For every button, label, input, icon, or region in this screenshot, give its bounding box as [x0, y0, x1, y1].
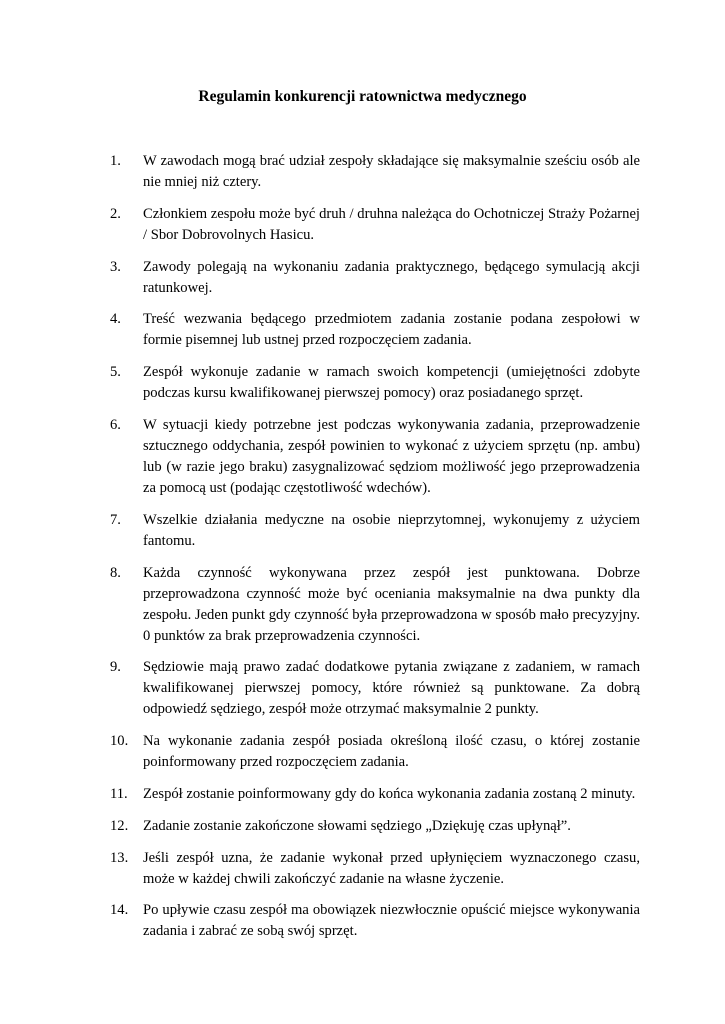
rule-number: 6. [110, 416, 121, 433]
rule-item [110, 816, 640, 837]
rule-item [110, 848, 640, 890]
rule-number: 7. [110, 511, 121, 528]
rule-text: W zawodach mogą brać udział zespoły składające się maksymalnie sześciu osób ale nie mniej niż cztery. [143, 153, 640, 190]
rules-list [110, 151, 640, 953]
rule-text: Na wykonanie zadania zespół posiada określoną ilość czasu, o której zostanie poinformowany przed rozpoczęciem zadania. [143, 733, 640, 771]
rule-number: 5. [110, 364, 121, 381]
rule-number: 1. [110, 153, 121, 169]
rule-text: Wszelkie działania medyczne na osobie nieprzytomnej, wykonujemy z użyciem fantomu. [143, 511, 640, 549]
rule-number: 4. [110, 311, 121, 328]
rule-item [110, 784, 640, 805]
rule-item [110, 510, 640, 552]
rule-number: 11. [110, 785, 128, 802]
rule-item [110, 257, 640, 299]
rule-item [110, 309, 640, 351]
rule-item [110, 900, 640, 942]
rule-text: Jeśli zespół uzna, że zadanie wykonał przed upłynięciem wyznaczonego czasu, może w każdej chwili zakończyć zadanie na własne życzenie. [143, 849, 640, 887]
document-title: Regulamin konkurencji ratownictwa medycznego [198, 88, 527, 105]
rule-number: 2. [110, 205, 121, 222]
rule-text: Zespół wykonuje zadanie w ramach swoich kompetencji (umiejętności zdobyte podczas kursu kwalifikowanej pierwszej pomocy) oraz posiadanego sprzęt. [143, 364, 640, 402]
rule-number: 3. [110, 258, 121, 275]
rule-number: 13. [110, 849, 129, 866]
rule-text: Zespół zostanie poinformowany gdy do końca wykonania zadania zostaną 2 minuty. [143, 785, 636, 802]
rule-text: Zawody polegają na wykonaniu zadania praktycznego, będącego symulacją akcji ratunkowej. [143, 258, 640, 296]
rule-item [110, 151, 640, 193]
rule-text: Każda czynność wykonywana przez zespół jest punktowana. Dobrze przeprowadzona czynność może być oceniania maksymalnie na dwa punkty dla zespołu. Jeden punkt gdy czynność była przeprowadzona w sposób mało precyzyjny. 0 punktów za brak przeprowadzenia czynności. [143, 564, 640, 644]
rule-item [110, 563, 640, 647]
rule-text: Sędziowie mają prawo zadać dodatkowe pytania związane z zadaniem, w ramach kwalifikowanej pierwszej pomocy, które również są punktowane. Za dobrą odpowiedź sędziego, zespół może otrzymać maksymalnie 2 punkty. [143, 659, 640, 718]
rule-text: Członkiem zespołu może być druh / druhna należąca do Ochotniczej Straży Pożarnej / Sbor Dobrovolnych Hasicu. [143, 205, 640, 243]
rule-item [110, 415, 640, 499]
rule-number: 10. [110, 733, 129, 750]
rule-item [110, 362, 640, 404]
rule-text: Po upływie czasu zespół ma obowiązek niezwłocznie opuścić miejsce wykonywania zadania i zabrać ze sobą swój sprzęt. [143, 902, 640, 940]
rule-item [110, 204, 640, 246]
rule-item [110, 657, 640, 720]
rule-number: 8. [110, 564, 121, 581]
rule-text: W sytuacji kiedy potrzebne jest podczas wykonywania zadania, przeprowadzenie sztucznego oddychania, zespół powinien to wykonać z użyciem sprzętu (np. ambu) lub (w razie jego braku) zasygnalizować sędziom możliwość jego przeprowadzenia za pomocą ust (podając częstotliwość wdechów). [143, 416, 640, 496]
rule-item [110, 731, 640, 773]
rule-text: Treść wezwania będącego przedmiotem zadania zostanie podana zespołowi w formie pisemnej lub ustnej przed rozpoczęciem zadania. [143, 311, 640, 349]
rule-number: 12. [110, 817, 129, 834]
rule-number: 14. [110, 902, 129, 919]
rule-number: 9. [110, 659, 121, 676]
rule-text: Zadanie zostanie zakończone słowami sędziego „Dziękuję czas upłynął”. [143, 817, 571, 834]
